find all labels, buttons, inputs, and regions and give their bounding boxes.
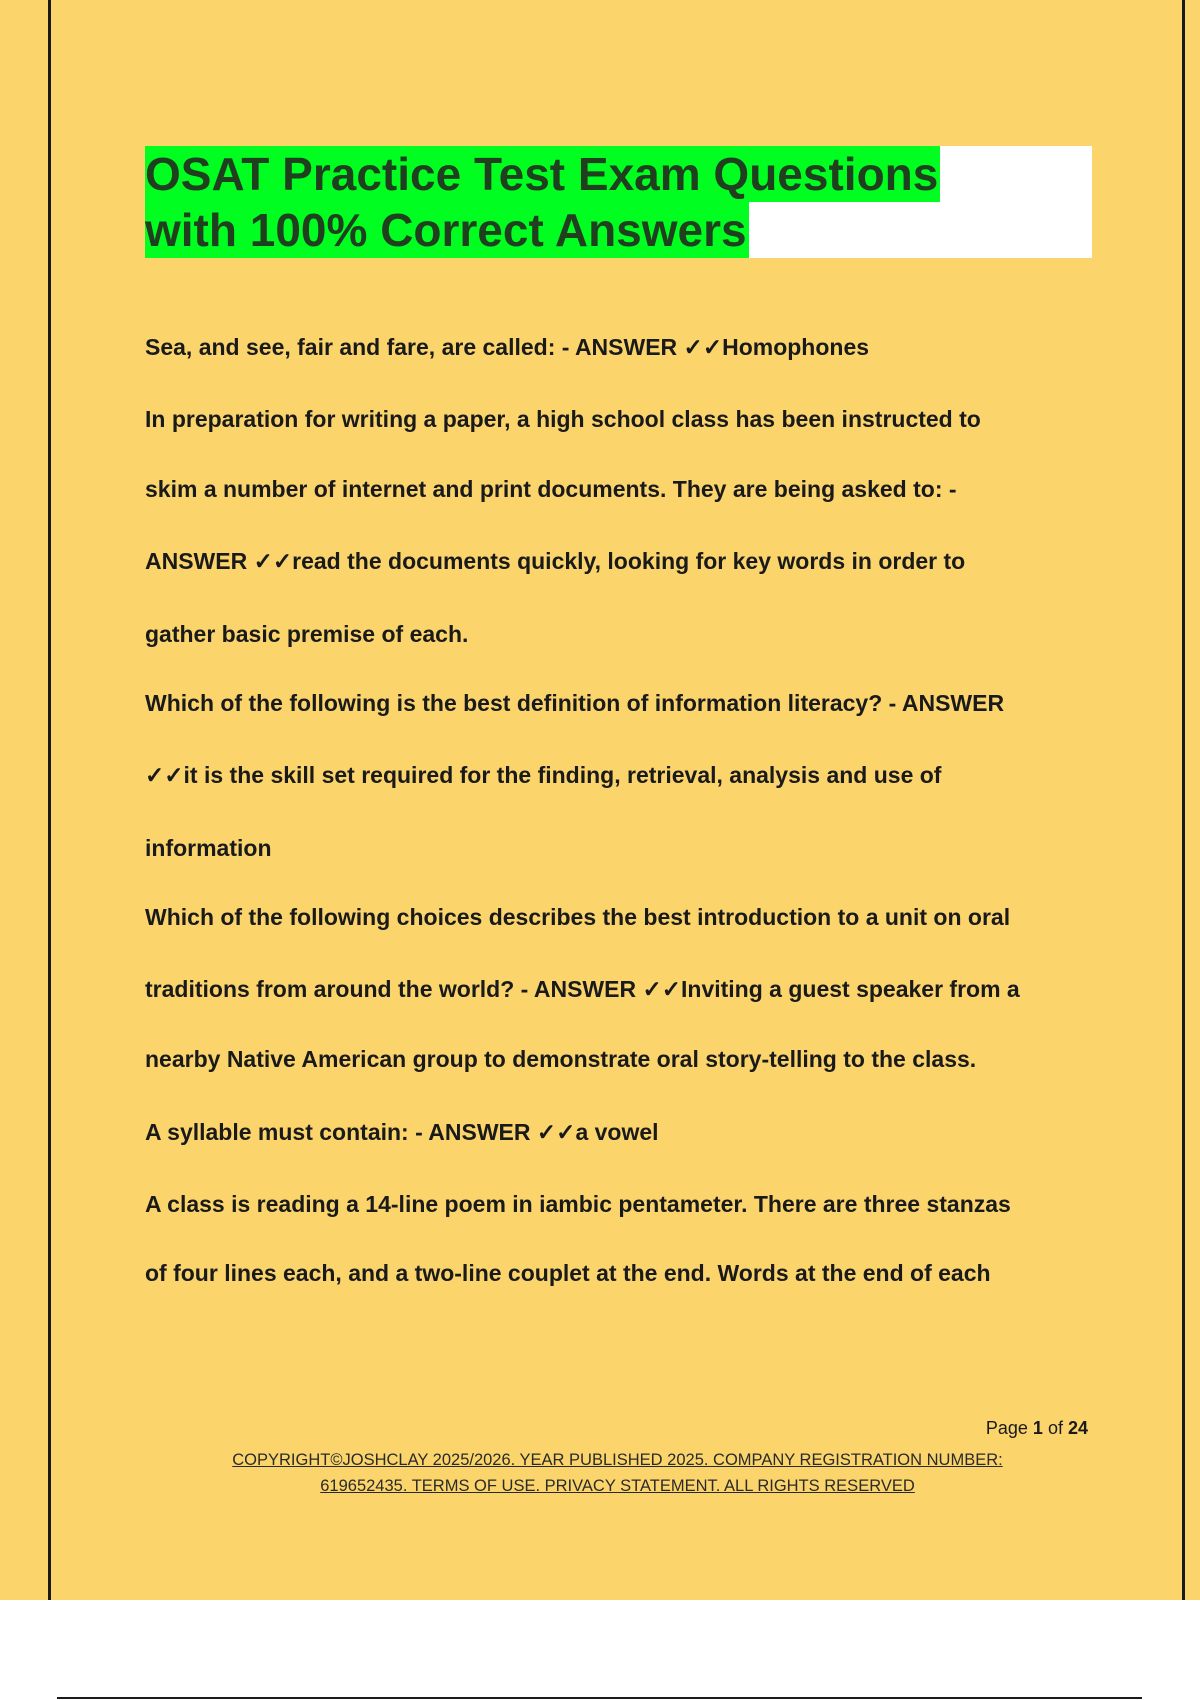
page-border-right xyxy=(1182,0,1185,1600)
page-total: 24 xyxy=(1067,1418,1088,1438)
qa-line-1: Sea, and see, fair and fare, are called: - ANSWER ✓✓Homophones xyxy=(145,334,870,360)
document-title-line-1: OSAT Practice Test Exam Questions xyxy=(145,148,939,200)
copyright-line-1: COPYRIGHT©JOSHCLAY 2025/2026. YEAR PUBLISHED 2025. COMPANY REGISTRATION NUMBER: xyxy=(232,1451,1003,1469)
qa-line-2: In preparation for writing a paper, a high school class has been instructed to xyxy=(145,406,981,432)
page-current: 1 xyxy=(1032,1418,1043,1438)
qa-line-3: skim a number of internet and print documents. They are being asked to: - xyxy=(145,476,957,502)
qa-line-9: Which of the following choices describes the best introduction to a unit on oral xyxy=(145,904,1011,930)
page-label: Page xyxy=(985,1418,1028,1438)
qa-line-4: ANSWER ✓✓read the documents quickly, looking for key words in order to xyxy=(145,548,966,574)
document-title-line-2: with 100% Correct Answers xyxy=(145,204,747,256)
page-border-left xyxy=(48,0,51,1600)
qa-line-12: A syllable must contain: - ANSWER ✓✓a vowel xyxy=(145,1119,659,1145)
qa-line-7: ✓✓it is the skill set required for the finding, retrieval, analysis and use of xyxy=(145,762,942,788)
qa-line-8: information xyxy=(145,835,272,861)
qa-line-13: A class is reading a 14-line poem in iambic pentameter. There are three stanzas xyxy=(145,1191,1011,1217)
copyright-line-2: 619652435. TERMS OF USE. PRIVACY STATEMENT. ALL RIGHTS RESERVED xyxy=(320,1477,915,1495)
qa-line-5: gather basic premise of each. xyxy=(145,621,469,647)
qa-line-14: of four lines each, and a two-line couplet at the end. Words at the end of each xyxy=(145,1260,991,1286)
qa-line-6: Which of the following is the best definition of information literacy? - ANSWER xyxy=(145,690,1005,716)
qa-line-10: traditions from around the world? - ANSWER ✓✓Inviting a guest speaker from a xyxy=(145,976,1020,1002)
bottom-rule xyxy=(57,1697,1142,1699)
qa-line-11: nearby Native American group to demonstrate oral story-telling to the class. xyxy=(145,1046,977,1072)
page-of: of xyxy=(1047,1418,1063,1438)
page-number xyxy=(800,1418,1088,1439)
